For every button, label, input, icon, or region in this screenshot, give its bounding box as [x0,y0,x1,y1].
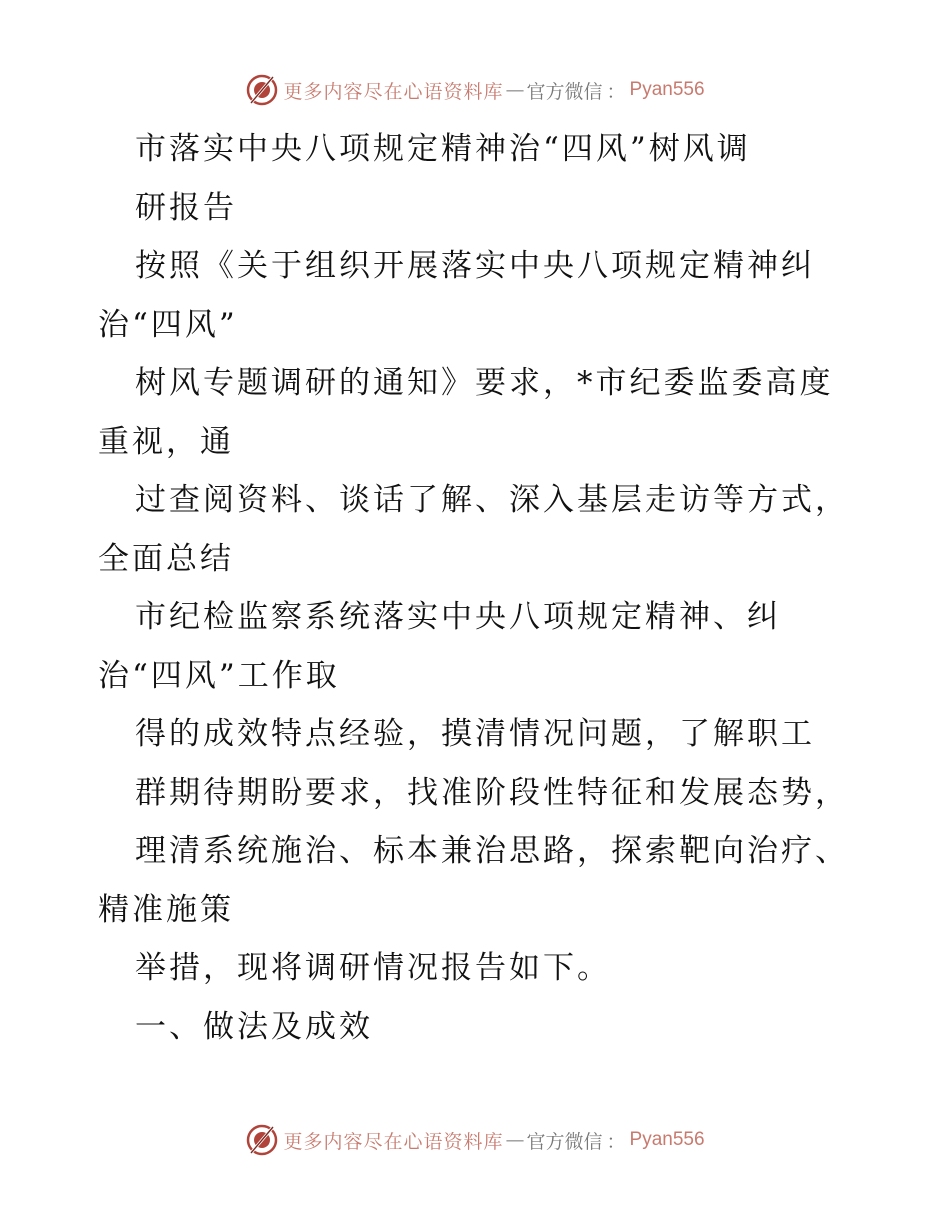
paragraph-line: 过查阅资料、谈话了解、深入基层走访等方式， [135,482,849,518]
document-body [98,120,848,1056]
banner-wechat-id: Pyan556 [629,79,705,100]
header-watermark-banner [0,70,950,110]
footer-watermark-banner [0,1120,950,1160]
paragraph-line: 治“四风”工作取 [98,657,340,694]
banner-main-text: 更多内容尽在心语资料库 [283,1130,504,1153]
banner-dash: — [505,79,525,101]
paragraph-line: 精准施策 [98,891,234,928]
banner-separator: ： [606,80,626,103]
title-line-1: 市落实中央八项规定精神治“四风”树风调 [135,131,751,167]
banner-dash: — [505,1129,525,1151]
section-heading: 一、做法及成效 [135,1008,373,1045]
paragraph-line: 治“四风” [98,306,238,343]
paragraph-line: 举措，现将调研情况报告如下。 [135,950,611,986]
quill-logo-icon [245,1123,279,1157]
banner-wechat-label: 官方微信 [526,1130,603,1153]
banner-wechat-id: Pyan556 [629,1129,705,1150]
paragraph-line: 理清系统施治、标本兼治思路，探索靶向治疗、 [135,833,849,869]
paragraph-line: 重视，通 [98,423,234,460]
banner-separator: ： [606,1130,626,1153]
paragraph-line: 市纪检监察系统落实中央八项规定精神、纠 [135,599,781,635]
banner-main-text: 更多内容尽在心语资料库 [283,80,504,103]
paragraph-line: 树风专题调研的通知》要求，*市纪委监委高度 [135,365,834,401]
quill-logo-icon [245,73,279,107]
paragraph-line: 得的成效特点经验，摸清情况问题，了解职工 [135,716,815,752]
title-line-2: 研报告 [135,189,237,226]
paragraph-line: 群期待期盼要求，找准阶段性特征和发展态势， [135,774,849,811]
paragraph-line: 全面总结 [98,540,234,577]
paragraph-line: 按照《关于组织开展落实中央八项规定精神纠 [135,248,815,284]
banner-wechat-label: 官方微信 [526,80,603,103]
